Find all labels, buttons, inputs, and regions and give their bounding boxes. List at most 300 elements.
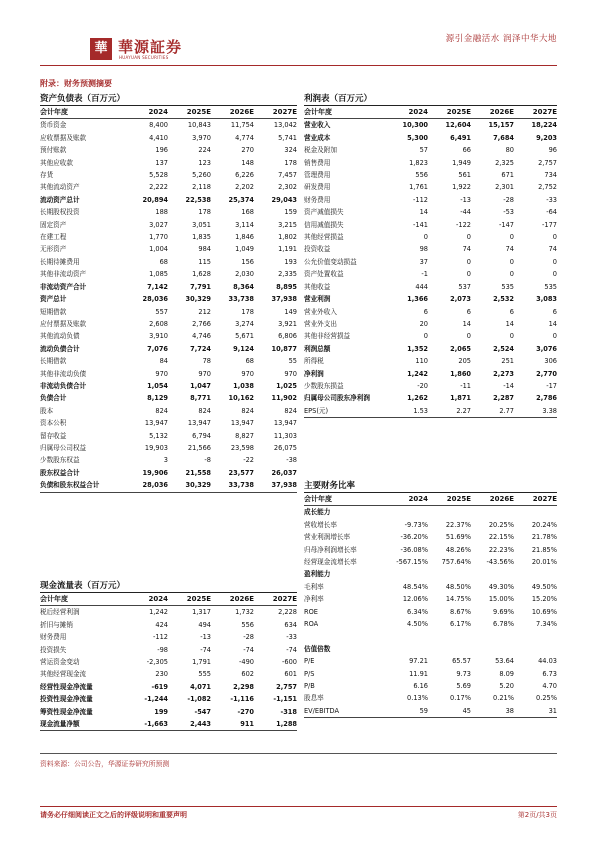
row-label: 其他非流动负债 (40, 369, 87, 378)
row-value: 7,076 (147, 344, 168, 353)
table-row (40, 256, 297, 268)
row-label: 长期借款 (40, 357, 67, 366)
balance-sheet-title: 资产负债表（百万元） (40, 94, 126, 104)
row-value: 535 (544, 282, 557, 291)
column-header-year: 2025E (168, 106, 211, 119)
row-value: 0 (509, 233, 514, 242)
column-header-label: 会计年度 (304, 106, 385, 119)
row-value: 37,938 (254, 479, 297, 492)
row-value: 8.09 (499, 669, 514, 678)
row-value: 10,843 (187, 121, 211, 130)
row-label (304, 630, 385, 642)
table-row (304, 268, 557, 280)
row-value: 1,628 (192, 270, 211, 279)
table-row (40, 144, 297, 156)
row-label: 筹资性现金净流量 (40, 707, 93, 716)
table-row (40, 306, 297, 318)
ratios-title: 主要财务比率 (304, 481, 356, 491)
row-value: 6.16 (413, 682, 428, 691)
row-value: 824 (155, 406, 168, 415)
income-statement-title: 利润表（百万元） (304, 94, 373, 104)
table-row (40, 380, 297, 392)
row-value: 178 (198, 208, 211, 217)
row-label: 其他收益 (304, 282, 331, 291)
row-value: 5,671 (235, 332, 254, 341)
row-label: 归属母公司股东净利润 (304, 394, 370, 403)
row-value: -22 (243, 456, 254, 465)
column-header-label: 会计年度 (40, 106, 125, 119)
row-label: 毛利率 (304, 582, 324, 591)
row-value: 535 (501, 282, 514, 291)
row-value: 306 (544, 357, 557, 366)
table-row (40, 718, 297, 731)
row-value: 2,118 (192, 183, 211, 192)
row-value: 37,938 (271, 295, 297, 304)
row-value: 9,203 (536, 133, 557, 142)
table-row (40, 454, 297, 466)
row-value: 6,806 (278, 332, 297, 341)
row-value: 68 (245, 357, 254, 366)
row-label: 预付账款 (40, 146, 67, 155)
row-value: 6 (466, 307, 471, 316)
row-value: 2,532 (493, 295, 514, 304)
row-value: 11,303 (273, 431, 297, 440)
row-value: -74 (243, 645, 254, 654)
table-row (40, 706, 297, 718)
table-row (304, 293, 557, 305)
row-value: 970 (241, 369, 254, 378)
row-value (385, 630, 428, 642)
table-row (40, 231, 297, 243)
row-value: 11,902 (271, 394, 297, 403)
table-row (304, 157, 557, 169)
row-value: 7,142 (147, 282, 168, 291)
row-value: 28,036 (142, 295, 168, 304)
row-value: 98 (419, 245, 428, 254)
row-value: 0 (466, 257, 471, 266)
row-value: 970 (284, 369, 297, 378)
row-label: 股本 (40, 406, 54, 415)
row-value: 3,027 (149, 220, 168, 229)
header-slogan: 源引金融活水 润泽中华大地 (445, 34, 557, 44)
row-label: 信用减值损失 (304, 220, 344, 229)
row-value: 0.13% (407, 694, 428, 703)
row-value: 15,157 (488, 121, 514, 130)
row-value: 10,300 (402, 121, 428, 130)
row-value: 2,757 (276, 682, 297, 691)
table-row (40, 219, 297, 231)
row-value: 66 (462, 146, 471, 155)
row-value: 1,054 (147, 381, 168, 390)
row-value: -11 (460, 381, 471, 390)
table-row (304, 568, 557, 580)
row-value: 561 (458, 171, 471, 180)
row-value: 1,191 (278, 245, 297, 254)
row-value: 6 (423, 307, 428, 316)
row-label: 税金及附加 (304, 146, 337, 155)
row-value: 4,410 (149, 133, 168, 142)
row-value (385, 643, 428, 655)
row-value: 3 (163, 456, 168, 465)
row-value: 0 (509, 270, 514, 279)
row-value: -53 (503, 208, 514, 217)
row-value: 0.25% (536, 694, 557, 703)
table-row (304, 606, 557, 618)
row-value: -1,663 (125, 718, 168, 731)
table-row (40, 681, 297, 693)
row-label: 长期股权投资 (40, 208, 80, 217)
column-header-year: 2024 (125, 593, 168, 606)
row-value: 8,400 (149, 121, 168, 130)
row-value: 5.20 (499, 682, 514, 691)
row-label: 归母净利润增长率 (304, 545, 357, 554)
column-header-label: 会计年度 (304, 493, 385, 506)
table-row (40, 430, 297, 442)
row-value: 2.27 (428, 405, 471, 418)
table-row (40, 693, 297, 705)
table-row (304, 219, 557, 231)
row-label: 应付票据及账款 (40, 319, 87, 328)
row-label: 营业外收入 (304, 307, 337, 316)
row-value: 3.38 (514, 405, 557, 418)
row-value: 188 (155, 208, 168, 217)
row-value: 22,538 (185, 195, 211, 204)
row-value: 11.91 (409, 669, 428, 678)
row-label: P/B (304, 682, 315, 691)
table-row (304, 380, 557, 392)
row-label: 应收票据及账款 (40, 133, 87, 142)
row-value: 26,075 (273, 443, 297, 452)
row-value (385, 506, 428, 519)
row-value: 251 (501, 357, 514, 366)
column-header-year: 2026E (471, 493, 514, 506)
row-value: 2,608 (149, 319, 168, 328)
row-value: 6,226 (235, 171, 254, 180)
table-header-row (304, 493, 557, 506)
row-value: 74 (505, 245, 514, 254)
row-value: 31 (514, 705, 557, 718)
row-value: 8.67% (450, 607, 471, 616)
table-row (304, 593, 557, 605)
row-label: 无形资产 (40, 245, 67, 254)
row-value: 20.24% (531, 520, 557, 529)
row-value: 10,162 (228, 394, 254, 403)
row-value: 13,042 (273, 121, 297, 130)
table-row (304, 355, 557, 367)
row-value: -112 (153, 633, 168, 642)
row-value: 21,558 (185, 468, 211, 477)
row-value: 12.06% (402, 595, 428, 604)
row-label: 少数股东损益 (304, 381, 344, 390)
row-value: 3,910 (149, 332, 168, 341)
row-value: 4.70 (542, 682, 557, 691)
ratios-table (304, 492, 557, 718)
table-row (304, 231, 557, 243)
row-value: 22.15% (488, 533, 514, 542)
table-row (40, 206, 297, 218)
table-row (40, 417, 297, 429)
row-label: 负债和股东权益合计 (40, 479, 125, 492)
row-value: 3,970 (192, 133, 211, 142)
row-value: -318 (280, 707, 297, 716)
row-value: 49.30% (488, 582, 514, 591)
column-header-year: 2027E (514, 493, 557, 506)
row-value: 33,738 (228, 295, 254, 304)
table-row (40, 644, 297, 656)
row-label: 资产处置收益 (304, 270, 344, 279)
table-row (40, 467, 297, 479)
row-value: -112 (413, 195, 428, 204)
table-row (40, 668, 297, 680)
table-row (40, 442, 297, 454)
page-footer (40, 806, 557, 819)
company-logo-subtext: HUAYUAN SECURITIES (119, 55, 169, 60)
row-value: 97.21 (409, 657, 428, 666)
row-value: 25,374 (228, 195, 254, 204)
row-value: 5,260 (192, 171, 211, 180)
row-value (471, 568, 514, 580)
row-value (428, 630, 471, 642)
row-label: 流动负债合计 (40, 344, 80, 353)
row-value: 6.73 (542, 669, 557, 678)
company-logo-icon: 華 (90, 38, 112, 60)
page-number: 第2页/共3页 (517, 811, 557, 819)
row-value: 970 (198, 369, 211, 378)
company-logo-text: 華源証券 (118, 38, 183, 56)
row-label: 税后经营利润 (40, 608, 80, 617)
row-value: 48.50% (445, 582, 471, 591)
row-label: 流动资产总计 (40, 195, 80, 204)
row-value: 6,794 (192, 431, 211, 440)
row-label: 资产总计 (40, 295, 67, 304)
row-value: 115 (198, 257, 211, 266)
row-value: 2,202 (235, 183, 254, 192)
row-value (385, 568, 428, 580)
row-value: 2,287 (493, 394, 514, 403)
row-value: 2,073 (450, 295, 471, 304)
row-value: 8,827 (235, 431, 254, 440)
row-value: 6 (552, 307, 557, 316)
table-row (304, 243, 557, 255)
row-value: -1,244 (144, 695, 168, 704)
table-row (40, 169, 297, 181)
row-value: 2,770 (536, 369, 557, 378)
row-value: 20 (419, 319, 428, 328)
row-label: EPS(元) (304, 405, 385, 418)
row-value: 3,215 (278, 220, 297, 229)
row-value: -33 (546, 195, 557, 204)
row-value: 0 (423, 332, 428, 341)
row-value: -28 (503, 195, 514, 204)
row-value: 2,335 (278, 270, 297, 279)
row-value: 1,242 (407, 369, 428, 378)
row-value: 1,317 (192, 608, 211, 617)
column-header-year: 2026E (211, 106, 254, 119)
row-value: 0.21% (493, 694, 514, 703)
row-value: 14 (505, 319, 514, 328)
row-label: ROA (304, 620, 319, 629)
row-value: 0 (552, 233, 557, 242)
table-header-row (40, 106, 297, 119)
row-value: 44.03 (538, 657, 557, 666)
row-value: 1,846 (235, 233, 254, 242)
row-label: 研发费用 (304, 183, 331, 192)
row-value: 0 (423, 233, 428, 242)
row-value: 38 (471, 705, 514, 718)
row-value: -9.73% (404, 520, 428, 529)
balance-sheet-table (40, 105, 297, 493)
row-label: 公允价值变动损益 (304, 257, 357, 266)
row-value: 2,766 (192, 319, 211, 328)
row-value: 84 (159, 357, 168, 366)
row-label: 留存收益 (40, 431, 67, 440)
column-header-year: 2027E (254, 593, 297, 606)
row-value: 556 (241, 620, 254, 629)
row-value: 5.69 (456, 682, 471, 691)
table-row (304, 581, 557, 593)
row-value: 23,598 (230, 443, 254, 452)
table-row (304, 531, 557, 543)
footer-disclaimer: 请务必仔细阅读正文之后的评级说明和重要声明 (40, 811, 187, 819)
row-value: 29,043 (271, 195, 297, 204)
source-note-text: 资料来源：公司公告，华源证券研究所预测 (40, 760, 170, 768)
row-label: 非流动资产合计 (40, 282, 87, 291)
table-row (40, 405, 297, 417)
table-row (40, 656, 297, 668)
row-value: 1,802 (278, 233, 297, 242)
column-header-year: 2024 (385, 493, 428, 506)
table-header-row (40, 593, 297, 606)
row-value: 3,114 (235, 220, 254, 229)
row-value: 1,038 (233, 381, 254, 390)
table-row (40, 318, 297, 330)
row-value: -20 (417, 381, 428, 390)
row-value: 59 (385, 705, 428, 718)
row-label: 投资损失 (40, 645, 67, 654)
row-value: 7,791 (190, 282, 211, 291)
row-label: 负债合计 (40, 394, 67, 403)
column-header-label: 会计年度 (40, 593, 125, 606)
table-row (304, 306, 557, 318)
table-row (304, 655, 557, 667)
row-label: 财务费用 (304, 195, 331, 204)
row-value: 5,528 (149, 171, 168, 180)
table-row (40, 119, 297, 132)
row-label: 营运资金变动 (40, 658, 80, 667)
row-value: -1,116 (230, 695, 254, 704)
row-value: 7.34% (536, 620, 557, 629)
row-value: 602 (241, 670, 254, 679)
table-row (304, 519, 557, 531)
row-value: -177 (542, 220, 557, 229)
row-value: 178 (284, 158, 297, 167)
column-header-year: 2024 (125, 106, 168, 119)
row-value: 4,071 (190, 682, 211, 691)
row-label: 固定资产 (40, 220, 67, 229)
row-value: 212 (198, 307, 211, 316)
row-value: 96 (548, 146, 557, 155)
row-value: 2,443 (168, 718, 211, 731)
row-value: 671 (501, 171, 514, 180)
row-value: 33,738 (211, 479, 254, 492)
row-value: 0 (509, 257, 514, 266)
row-value: -1,151 (273, 695, 297, 704)
row-value: 1,922 (452, 183, 471, 192)
row-value: 6.34% (407, 607, 428, 616)
row-value: 0 (466, 233, 471, 242)
row-value: -28 (243, 633, 254, 642)
table-row (304, 544, 557, 556)
column-header-year: 2025E (428, 106, 471, 119)
page-header (40, 30, 557, 66)
column-header-year: 2026E (211, 593, 254, 606)
row-value: -2,305 (146, 658, 168, 667)
row-value: 824 (284, 406, 297, 415)
table-row (40, 330, 297, 342)
row-value: 634 (284, 620, 297, 629)
table-row (304, 556, 557, 568)
row-value: 1,732 (235, 608, 254, 617)
row-label: 归属母公司权益 (40, 443, 87, 452)
row-label: 现金流量净额 (40, 718, 125, 731)
row-value: 7,684 (493, 133, 514, 142)
row-value: 8,895 (276, 282, 297, 291)
row-value: 1,288 (254, 718, 297, 731)
row-value (471, 643, 514, 655)
row-value (428, 643, 471, 655)
table-header-row (304, 106, 557, 119)
row-value: 5,132 (149, 431, 168, 440)
row-value: 13,947 (230, 419, 254, 428)
row-label: 其他经营损益 (304, 233, 344, 242)
row-value: 22.23% (488, 545, 514, 554)
row-value: 12,604 (445, 121, 471, 130)
row-value (471, 630, 514, 642)
row-label: 成长能力 (304, 508, 331, 517)
row-value: 0 (552, 257, 557, 266)
row-value: 5,300 (407, 133, 428, 142)
row-label: 营业收入 (304, 121, 331, 130)
row-value: 0 (466, 270, 471, 279)
row-label: 其他流动负债 (40, 332, 80, 341)
row-value (514, 568, 557, 580)
row-label: 其他应收款 (40, 158, 73, 167)
cash-flow-table (40, 592, 297, 731)
table-row (40, 157, 297, 169)
row-value: 68 (159, 257, 168, 266)
row-value: 970 (155, 369, 168, 378)
column-header-year: 2025E (168, 593, 211, 606)
row-value: -141 (413, 220, 428, 229)
row-value: 51.69% (445, 533, 471, 542)
row-value: 159 (284, 208, 297, 217)
row-value: 2,757 (538, 158, 557, 167)
row-value: 78 (202, 357, 211, 366)
row-value: 156 (241, 257, 254, 266)
row-value: 19,903 (144, 443, 168, 452)
table-row (40, 268, 297, 280)
row-value: 2,065 (450, 344, 471, 353)
row-label: 营业外支出 (304, 319, 337, 328)
row-label: 营收增长率 (304, 520, 337, 529)
row-value: 2,030 (235, 270, 254, 279)
row-value: 65.57 (452, 657, 471, 666)
row-value: 0 (466, 332, 471, 341)
row-value: 1,791 (192, 658, 211, 667)
row-value: 3,921 (278, 319, 297, 328)
table-row (304, 318, 557, 330)
table-row (40, 392, 297, 404)
